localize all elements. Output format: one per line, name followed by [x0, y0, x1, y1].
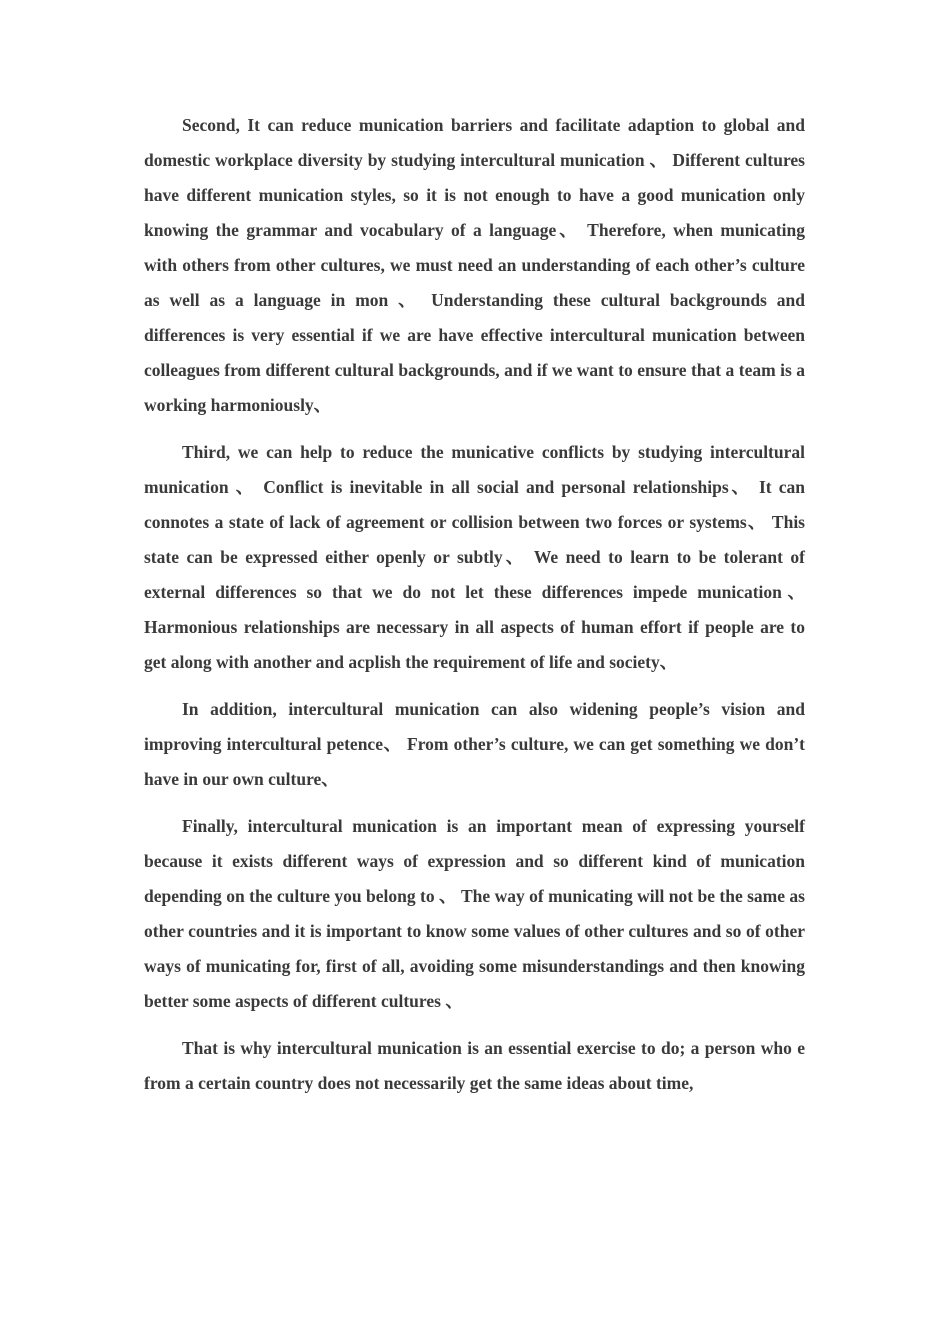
document-body [144, 108, 805, 1113]
paragraph-finally: Finally, intercultural munication is an important mean of expressing yourself because it exists different ways of expression and so different kind of munication depending on the culture you belong to 、 The way of municating will not be the same as other countries and it is important to know some values of other cultures and so of other ways of municating for, first of all, avoiding some misunderstandings and then knowing better some aspects of different cultures 、 [144, 816, 805, 1011]
paragraph-in-addition: In addition, intercultural munication can also widening people’s vision and improving intercultural petence、 From other’s culture, we can get something we don’t have in our own culture、 [144, 699, 805, 789]
paragraph-third: Third, we can help to reduce the municative conflicts by studying intercultural munication 、 Conflict is inevitable in all social and personal relationships、 It can connotes a state of lack of agreement or collision between two forces or systems、 This state can be expressed either openly or subtly、 We need to learn to be tolerant of external differences so that we do not let these differences impede munication、 Harmonious relationships are necessary in all aspects of human effort if people are to get along with another and acplish the requirement of life and society、 [144, 442, 805, 672]
paragraph-that-is-why: That is why intercultural munication is an essential exercise to do; a person who e from a certain country does not necessarily get the same ideas about time, [144, 1038, 805, 1093]
paragraph-second: Second, It can reduce munication barriers and facilitate adaption to global and domestic workplace diversity by studying intercultural munication 、 Different cultures have different munication styles, so it is not enough to have a good munication only knowing the grammar and vocabulary of a language、 Therefore, when municating with others from other cultures, we must need an understanding of each other’s culture as well as a language in mon 、 Understanding these cultural backgrounds and differences is very essential if we are have effective intercultural munication between colleagues from different cultural backgrounds, and if we want to ensure that a team is a working harmoniously、 [144, 115, 805, 415]
